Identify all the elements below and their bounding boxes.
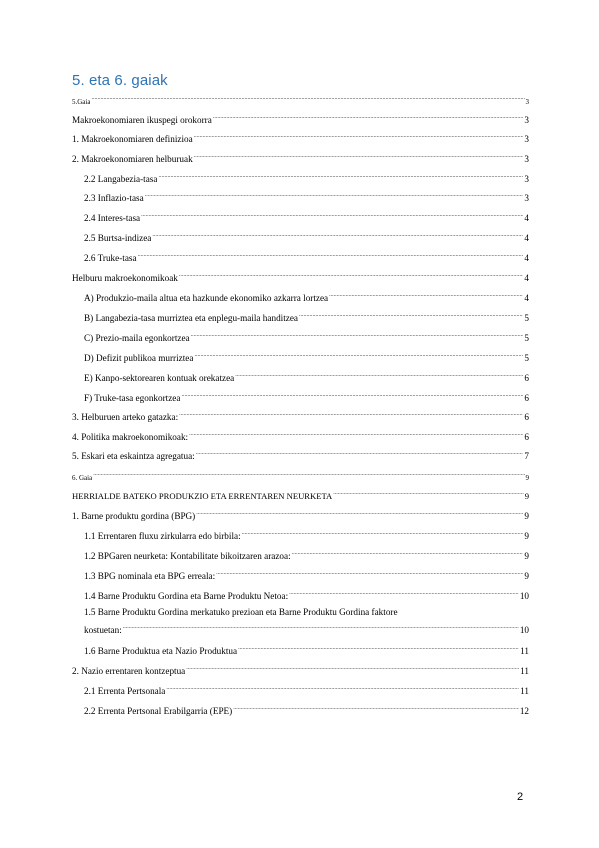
toc-entry-label: E) Kanpo-sektorearen kontuak orekatzea [84, 373, 235, 383]
toc-dot-leader [233, 700, 519, 714]
toc-dot-leader [289, 585, 519, 599]
toc-dot-leader [191, 327, 524, 341]
toc-entry-page: 9 [524, 551, 529, 561]
toc-entry-label: 6. Gaia [72, 474, 93, 482]
toc-entry-page: 3 [524, 193, 529, 203]
toc-entry[interactable] [72, 406, 529, 420]
toc-entry[interactable] [84, 207, 529, 221]
toc-entry-label: C) Prezio-maila egonkortzea [84, 333, 190, 343]
toc-entry[interactable] [84, 700, 529, 714]
toc-entry[interactable] [84, 347, 529, 361]
toc-entry-label: 1.3 BPG nominala eta BPG erreala: [84, 571, 216, 581]
toc-entry-label: 2.6 Truke-tasa [84, 253, 137, 263]
toc-entry[interactable] [84, 619, 529, 633]
toc-entry-page: 5 [524, 313, 529, 323]
toc-dot-leader [181, 387, 523, 401]
toc-entry-label: 5. Eskari eta eskaintza agregatua: [72, 451, 195, 461]
toc-entry[interactable] [84, 287, 529, 301]
toc-entry[interactable] [72, 109, 529, 123]
toc-entry-label: A) Produkzio-maila altua eta hazkunde ekonomiko azkarra lortzea [84, 293, 329, 303]
toc-entry-label: 1.6 Barne Produktua eta Nazio Produktua [84, 646, 238, 656]
toc-entry-label: 1.2 BPGaren neurketa: Kontabilitate bikoitzaren arazoa: [84, 551, 291, 561]
toc-entry[interactable] [84, 680, 529, 694]
toc-dot-leader [141, 207, 523, 221]
toc-entry-label: 1.1 Errentaren fluxu zirkularra edo birbila: [84, 531, 241, 541]
toc-entry-label: 2.3 Inflazio-tasa [84, 193, 144, 203]
toc-entry-page: 4 [524, 213, 529, 223]
toc-dot-leader [216, 565, 523, 579]
toc-entry-page: 4 [524, 273, 529, 283]
page-number: 2 [517, 791, 524, 803]
toc-dot-leader [238, 640, 519, 654]
toc-entry-page: 9 [525, 474, 529, 482]
toc-entry[interactable] [84, 367, 529, 381]
toc-entry-label: B) Langabezia-tasa murriztea eta enplegu-maila handitzea [84, 313, 299, 323]
toc-dot-leader [186, 660, 519, 674]
toc-entry-page: 6 [524, 432, 529, 442]
toc-entry-page: 11 [520, 666, 529, 676]
toc-entry-label: 2.1 Errenta Pertsonala [84, 686, 166, 696]
toc-entry-page: 4 [524, 253, 529, 263]
toc-entry[interactable] [84, 307, 529, 321]
toc-entry-label: 2.4 Interes-tasa [84, 213, 141, 223]
toc-dot-leader [213, 109, 524, 123]
toc-entry-page: 3 [524, 174, 529, 184]
toc-entry-page: 6 [524, 412, 529, 422]
toc-entry-label: F) Truke-tasa egonkortzea [84, 393, 181, 403]
toc-entry-page: 11 [520, 686, 529, 696]
toc-entry[interactable] [72, 90, 529, 104]
toc-entry-page: 9 [524, 531, 529, 541]
toc-entry[interactable] [84, 387, 529, 401]
toc-entry[interactable] [84, 247, 529, 261]
toc-dot-leader [93, 466, 524, 480]
toc-entry[interactable] [72, 148, 529, 162]
toc-entry-label: 2. Nazio errentaren kontzeptua [72, 666, 186, 676]
toc-entry[interactable] [84, 545, 529, 559]
toc-entry-label: 2.2 Langabezia-tasa [84, 174, 158, 184]
toc-entry[interactable] [84, 168, 529, 182]
toc-entry[interactable] [72, 445, 529, 459]
toc-entry-page: 4 [524, 233, 529, 243]
toc-entry[interactable] [84, 327, 529, 341]
toc-entry[interactable] [72, 426, 529, 440]
toc-entry-page: 5 [524, 333, 529, 343]
toc-entry-page: 3 [524, 154, 529, 164]
toc-entry[interactable] [72, 505, 529, 519]
toc-dot-leader [329, 287, 523, 301]
toc-dot-leader [235, 367, 523, 381]
toc-dot-leader [194, 347, 523, 361]
toc-entry-page: 3 [524, 115, 529, 125]
toc-entry-label: 3. Helburuen arteko gatazka: [72, 412, 179, 422]
toc-entry-page: 6 [524, 393, 529, 403]
toc-entry-page: 10 [519, 625, 529, 635]
toc-entry[interactable] [84, 640, 529, 654]
toc-dot-leader [179, 406, 523, 420]
toc-entry[interactable] [84, 227, 529, 241]
toc-dot-leader [194, 148, 524, 162]
toc-entry-page: 11 [520, 646, 529, 656]
toc-dot-leader [152, 227, 523, 241]
toc-dot-leader [158, 168, 523, 182]
toc-dot-leader [166, 680, 519, 694]
toc-entry-page: 7 [524, 451, 529, 461]
toc-entry-page: 9 [524, 491, 529, 501]
toc-dot-leader [189, 426, 523, 440]
toc-entry-page: 9 [524, 511, 529, 521]
toc-entry-label: 1. Makroekonomiaren definizioa [72, 134, 193, 144]
toc-dot-leader [196, 505, 523, 519]
toc-entry-page: 4 [524, 293, 529, 303]
toc-entry[interactable] [72, 485, 529, 499]
toc-dot-leader [299, 307, 523, 321]
toc-entry[interactable] [72, 128, 529, 142]
toc-title: 5. eta 6. gaiak [72, 72, 168, 89]
toc-entry-label: 1.4 Barne Produktu Gordina eta Barne Produktu Netoa: [84, 591, 289, 601]
toc-dot-leader [123, 619, 519, 633]
toc-entry-label: 1. Barne produktu gordina (BPG) [72, 511, 196, 521]
toc-entry-page: 10 [519, 591, 529, 601]
toc-entry-page: 5 [524, 353, 529, 363]
toc-dot-leader [91, 90, 524, 104]
toc-entry[interactable] [72, 660, 529, 674]
toc-entry-label-line1[interactable]: 1.5 Barne Produktu Gordina merkatuko prezioan eta Barne Produktu Gordina faktore [84, 607, 398, 617]
toc-dot-leader [242, 525, 524, 539]
toc-entry-label: 5.Gaia [72, 98, 91, 106]
toc-entry-label: D) Defizit publikoa murriztea [84, 353, 194, 363]
toc-dot-leader [194, 128, 524, 142]
toc-entry-page: 3 [525, 98, 529, 106]
toc-dot-leader [138, 247, 524, 261]
toc-entry-label: 2.5 Burtsa-indizea [84, 233, 152, 243]
toc-entry-label: 4. Politika makroekonomikoak: [72, 432, 189, 442]
toc-entry[interactable] [72, 267, 529, 281]
toc-entry[interactable] [84, 525, 529, 539]
toc-entry-page: 6 [524, 373, 529, 383]
toc-dot-leader [179, 267, 524, 281]
toc-entry-label: HERRIALDE BATEKO PRODUKZIO ETA ERRENTAREN NEURKETA [72, 491, 333, 501]
toc-entry-label: Helburu makroekonomikoak [72, 273, 178, 283]
toc-dot-leader [292, 545, 524, 559]
toc-entry-page: 12 [519, 706, 529, 716]
toc-entry-label: 2. Makroekonomiaren helburuak [72, 154, 193, 164]
toc-dot-leader [196, 445, 524, 459]
toc-dot-leader [145, 187, 524, 201]
toc-entry-label: kostuetan: [84, 625, 122, 635]
toc-entry-page: 3 [524, 134, 529, 144]
toc-entry[interactable] [84, 187, 529, 201]
toc-entry[interactable] [72, 466, 529, 480]
toc-entry[interactable] [84, 585, 529, 599]
toc-entry-page: 9 [524, 571, 529, 581]
toc-entry-label: Makroekonomiaren ikuspegi orokorra [72, 115, 212, 125]
toc-entry[interactable] [84, 565, 529, 579]
toc-entry-label: 2.2 Errenta Pertsonal Erabilgarria (EPE) [84, 706, 233, 716]
toc-dot-leader [333, 485, 523, 499]
